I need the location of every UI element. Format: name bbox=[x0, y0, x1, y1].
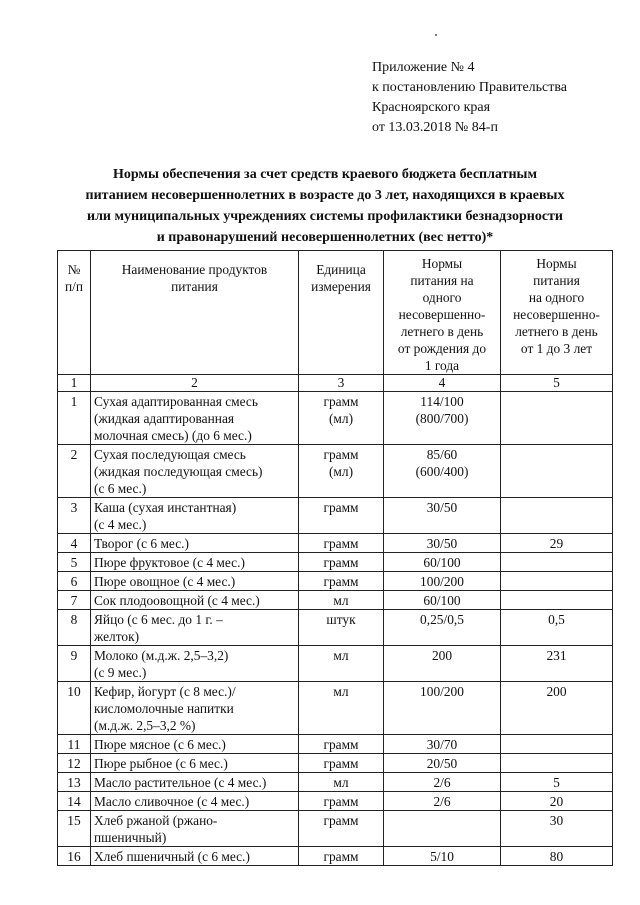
product-name-line: Каша (сухая инстантная) bbox=[94, 500, 237, 515]
unit-of-measure-line: мл bbox=[333, 593, 349, 608]
row-number: 5 bbox=[58, 553, 91, 572]
annex-line: от 13.03.2018 № 84-п bbox=[372, 120, 498, 135]
header-line: питания bbox=[533, 273, 580, 288]
product-name-line: Сухая последующая смесь bbox=[94, 447, 246, 462]
unit-of-measure bbox=[299, 682, 384, 735]
norm-0-1-year-line: 60/100 bbox=[423, 593, 461, 608]
product-name-line: Хлеб пшеничный (с 6 мес.) bbox=[94, 849, 250, 864]
table-row bbox=[58, 773, 613, 792]
norm-0-1-year bbox=[384, 847, 501, 866]
norm-1-3-years-line: 0,5 bbox=[548, 612, 565, 627]
norm-0-1-year bbox=[384, 646, 501, 682]
norm-1-3-years-line: 29 bbox=[549, 536, 564, 551]
row-number: 9 bbox=[58, 646, 91, 682]
product-name bbox=[91, 498, 299, 534]
table-row bbox=[58, 392, 613, 445]
unit-of-measure bbox=[299, 735, 384, 754]
header-norm-0-1 bbox=[384, 251, 501, 375]
row-number: 10 bbox=[58, 682, 91, 735]
unit-of-measure-line: штук bbox=[326, 612, 356, 627]
unit-of-measure-line: грамм bbox=[323, 500, 359, 515]
product-name-line: Сок плодоовощной (с 4 мес.) bbox=[94, 593, 260, 608]
unit-of-measure-line: грамм bbox=[323, 447, 359, 462]
norm-0-1-year bbox=[384, 610, 501, 646]
table-row bbox=[58, 591, 613, 610]
norm-1-3-years bbox=[501, 792, 613, 811]
row-number: 14 bbox=[58, 792, 91, 811]
unit-of-measure bbox=[299, 811, 384, 847]
table-row bbox=[58, 811, 613, 847]
norm-1-3-years-line: 231 bbox=[546, 648, 567, 663]
table-row bbox=[58, 682, 613, 735]
norm-0-1-year-line: 60/100 bbox=[423, 555, 461, 570]
norm-0-1-year bbox=[384, 792, 501, 811]
norm-0-1-year-line: (800/700) bbox=[415, 411, 469, 426]
unit-of-measure-line: грамм bbox=[323, 574, 359, 589]
norm-1-3-years-line: 30 bbox=[549, 813, 564, 828]
table-row bbox=[58, 646, 613, 682]
norm-0-1-year bbox=[384, 445, 501, 498]
header-line: одного bbox=[422, 290, 462, 305]
unit-of-measure bbox=[299, 591, 384, 610]
row-number: 6 bbox=[58, 572, 91, 591]
unit-of-measure bbox=[299, 553, 384, 572]
column-number: 3 bbox=[299, 375, 384, 392]
row-number: 12 bbox=[58, 754, 91, 773]
norm-0-1-year bbox=[384, 553, 501, 572]
row-number: 13 bbox=[58, 773, 91, 792]
header-line: летнего в день bbox=[400, 324, 484, 339]
header-line: несовершенно- bbox=[398, 307, 486, 322]
header-line: п/п bbox=[64, 279, 84, 294]
unit-of-measure-line: грамм bbox=[323, 813, 359, 828]
product-name bbox=[91, 754, 299, 773]
product-name-line: молочная смесь) (до 6 мес.) bbox=[94, 428, 252, 443]
product-name-line: Молоко (м.д.ж. 2,5–3,2) bbox=[94, 648, 229, 663]
norm-1-3-years-line: 200 bbox=[546, 684, 567, 699]
unit-of-measure-line: мл bbox=[333, 775, 349, 790]
table-row bbox=[58, 610, 613, 646]
product-name-line: Пюре фруктовое (с 4 мес.) bbox=[94, 555, 245, 570]
annex-header bbox=[372, 58, 632, 138]
norm-0-1-year bbox=[384, 392, 501, 445]
header-line: № bbox=[67, 262, 81, 277]
unit-of-measure bbox=[299, 610, 384, 646]
header-line: Нормы bbox=[421, 256, 463, 271]
unit-of-measure bbox=[299, 646, 384, 682]
unit-of-measure-line: грамм bbox=[323, 794, 359, 809]
norm-0-1-year-line: (600/400) bbox=[415, 464, 469, 479]
unit-of-measure bbox=[299, 754, 384, 773]
product-name-line: Масло растительное (с 4 мес.) bbox=[94, 775, 267, 790]
product-name bbox=[91, 553, 299, 572]
unit-of-measure bbox=[299, 534, 384, 553]
title-line: и правонарушений несовершеннолетних (вес нетто)* bbox=[156, 230, 494, 245]
norm-0-1-year bbox=[384, 682, 501, 735]
unit-of-measure-line: мл bbox=[333, 648, 349, 663]
unit-of-measure-line: грамм bbox=[323, 849, 359, 864]
product-name-line: Пюре мясное (с 6 мес.) bbox=[94, 737, 226, 752]
table-row bbox=[58, 445, 613, 498]
product-name bbox=[91, 792, 299, 811]
product-name bbox=[91, 572, 299, 591]
norm-0-1-year-line: 85/60 bbox=[426, 447, 458, 462]
norm-1-3-years bbox=[501, 392, 613, 445]
product-name bbox=[91, 847, 299, 866]
unit-of-measure bbox=[299, 572, 384, 591]
product-name-line: Творог (с 6 мес.) bbox=[94, 536, 189, 551]
column-number: 1 bbox=[58, 375, 91, 392]
unit-of-measure-line: (мл) bbox=[328, 411, 354, 426]
row-number: 16 bbox=[58, 847, 91, 866]
product-name-line: Кефир, йогурт (с 8 мес.)/ bbox=[94, 684, 236, 699]
product-name bbox=[91, 445, 299, 498]
product-name-line: (с 4 мес.) bbox=[94, 517, 147, 532]
nutrition-norms-table bbox=[57, 250, 613, 866]
product-name-line: (жидкая последующая смесь) bbox=[94, 464, 263, 479]
norm-0-1-year-line: 100/200 bbox=[420, 574, 464, 589]
header-line: питания на bbox=[410, 273, 474, 288]
product-name bbox=[91, 773, 299, 792]
unit-of-measure-line: грамм bbox=[323, 536, 359, 551]
header-line: летнего в день bbox=[515, 324, 598, 339]
table-row bbox=[58, 792, 613, 811]
column-number-row bbox=[58, 375, 613, 392]
unit-of-measure-line: грамм bbox=[323, 737, 359, 752]
product-name-line: Сухая адаптированная смесь bbox=[94, 394, 258, 409]
header-line: Нормы bbox=[536, 256, 577, 271]
product-name-line: Пюре рыбное (с 6 мес.) bbox=[94, 756, 228, 771]
product-name bbox=[91, 811, 299, 847]
column-number: 5 bbox=[501, 375, 613, 392]
table-row bbox=[58, 498, 613, 534]
title-line: Нормы обеспечения за счет средств краевого бюджета бесплатным bbox=[112, 167, 538, 182]
norm-1-3-years bbox=[501, 682, 613, 735]
header-unit bbox=[299, 251, 384, 375]
norm-0-1-year-line: 5/10 bbox=[430, 849, 454, 864]
product-name-line: кисломолочные напитки bbox=[94, 701, 234, 716]
title-line: или муниципальных учреждениях системы профилактики безнадзорности bbox=[87, 209, 563, 224]
norm-0-1-year bbox=[384, 811, 501, 847]
product-name bbox=[91, 682, 299, 735]
row-number: 15 bbox=[58, 811, 91, 847]
norm-0-1-year bbox=[384, 735, 501, 754]
product-name bbox=[91, 392, 299, 445]
table-row bbox=[58, 735, 613, 754]
row-number: 7 bbox=[58, 591, 91, 610]
annex-line: Красноярского края bbox=[372, 100, 491, 115]
norm-1-3-years bbox=[501, 553, 613, 572]
norm-1-3-years bbox=[501, 754, 613, 773]
header-no bbox=[58, 251, 91, 375]
norm-1-3-years bbox=[501, 773, 613, 792]
product-name-line: желток) bbox=[94, 629, 140, 644]
product-name-line: Масло сливочное (с 4 мес.) bbox=[94, 794, 250, 809]
norm-1-3-years bbox=[501, 591, 613, 610]
unit-of-measure-line: грамм bbox=[323, 555, 359, 570]
unit-of-measure bbox=[299, 392, 384, 445]
norm-0-1-year-line: 20/50 bbox=[426, 756, 458, 771]
product-name-line: Пюре овощное (с 4 мес.) bbox=[94, 574, 236, 589]
norm-0-1-year-line: 100/200 bbox=[420, 684, 464, 699]
norm-1-3-years bbox=[501, 811, 613, 847]
product-name-line: пшеничный) bbox=[94, 830, 167, 845]
table-body bbox=[58, 392, 613, 866]
norm-0-1-year bbox=[384, 754, 501, 773]
header-line: 1 года bbox=[424, 358, 460, 373]
norm-0-1-year-line: 2/6 bbox=[433, 794, 451, 809]
norm-0-1-year-line: 114/100 bbox=[420, 394, 464, 409]
table-header-row bbox=[58, 251, 613, 375]
unit-of-measure bbox=[299, 847, 384, 866]
row-number: 4 bbox=[58, 534, 91, 553]
product-name bbox=[91, 610, 299, 646]
header-line: Наименование продуктов bbox=[121, 262, 268, 277]
header-line: на одного bbox=[528, 290, 585, 305]
table-row bbox=[58, 553, 613, 572]
norm-1-3-years bbox=[501, 646, 613, 682]
norm-0-1-year bbox=[384, 773, 501, 792]
norm-0-1-year-line: 0,25/0,5 bbox=[420, 612, 464, 627]
annex-line: Приложение № 4 bbox=[372, 60, 475, 75]
row-number: 3 bbox=[58, 498, 91, 534]
unit-of-measure-line: грамм bbox=[323, 394, 359, 409]
product-name-line: (м.д.ж. 2,5–3,2 %) bbox=[94, 718, 196, 733]
norm-1-3-years-line: 80 bbox=[549, 849, 564, 864]
column-number: 4 bbox=[384, 375, 501, 392]
norm-0-1-year-line: 200 bbox=[431, 648, 453, 663]
unit-of-measure bbox=[299, 792, 384, 811]
column-number: 2 bbox=[91, 375, 299, 392]
row-number: 2 bbox=[58, 445, 91, 498]
norm-0-1-year bbox=[384, 498, 501, 534]
table-row bbox=[58, 534, 613, 553]
scan-dot bbox=[435, 34, 437, 36]
header-norm-1-3 bbox=[501, 251, 613, 375]
unit-of-measure-line: (мл) bbox=[328, 464, 354, 479]
title-line: питанием несовершеннолетних в возрасте до 3 лет, находящихся в краевых bbox=[85, 188, 565, 203]
product-name-line: (с 6 мес.) bbox=[94, 481, 147, 496]
table-row bbox=[58, 754, 613, 773]
annex-line: к постановлению Правительства bbox=[372, 80, 568, 95]
unit-of-measure-line: грамм bbox=[323, 756, 359, 771]
product-name-line: (с 9 мес.) bbox=[94, 665, 147, 680]
norm-1-3-years bbox=[501, 498, 613, 534]
product-name bbox=[91, 534, 299, 553]
header-line: измерения bbox=[311, 279, 371, 294]
row-number: 8 bbox=[58, 610, 91, 646]
norm-1-3-years-line: 20 bbox=[549, 794, 564, 809]
unit-of-measure-line: мл bbox=[333, 684, 349, 699]
norm-1-3-years-line: 5 bbox=[553, 775, 560, 790]
norm-1-3-years bbox=[501, 534, 613, 553]
product-name-line: Хлеб ржаной (ржано- bbox=[94, 813, 218, 828]
norm-0-1-year bbox=[384, 534, 501, 553]
header-line: от 1 до 3 лет bbox=[520, 341, 593, 356]
document-title bbox=[50, 164, 600, 248]
header-line: несовершенно- bbox=[513, 307, 600, 322]
table-row bbox=[58, 847, 613, 866]
product-name bbox=[91, 591, 299, 610]
unit-of-measure bbox=[299, 445, 384, 498]
unit-of-measure bbox=[299, 498, 384, 534]
norm-1-3-years bbox=[501, 572, 613, 591]
product-name-line: Яйцо (с 6 мес. до 1 г. – bbox=[94, 612, 223, 627]
norm-1-3-years bbox=[501, 847, 613, 866]
norm-1-3-years bbox=[501, 735, 613, 754]
norm-0-1-year-line: 2/6 bbox=[433, 775, 451, 790]
norm-0-1-year-line: 30/50 bbox=[426, 536, 458, 551]
header-line: Единица bbox=[316, 262, 366, 277]
header-line: от рождения до bbox=[397, 341, 487, 356]
table-row bbox=[58, 572, 613, 591]
product-name bbox=[91, 646, 299, 682]
header-line: питания bbox=[171, 279, 218, 294]
product-name bbox=[91, 735, 299, 754]
norm-1-3-years bbox=[501, 445, 613, 498]
norm-1-3-years bbox=[501, 610, 613, 646]
norm-0-1-year bbox=[384, 591, 501, 610]
norm-0-1-year-line: 30/50 bbox=[426, 500, 458, 515]
norm-0-1-year bbox=[384, 572, 501, 591]
product-name-line: (жидкая адаптированная bbox=[94, 411, 235, 426]
unit-of-measure bbox=[299, 773, 384, 792]
norm-0-1-year-line: 30/70 bbox=[426, 737, 458, 752]
row-number: 1 bbox=[58, 392, 91, 445]
row-number: 11 bbox=[58, 735, 91, 754]
header-name bbox=[91, 251, 299, 375]
